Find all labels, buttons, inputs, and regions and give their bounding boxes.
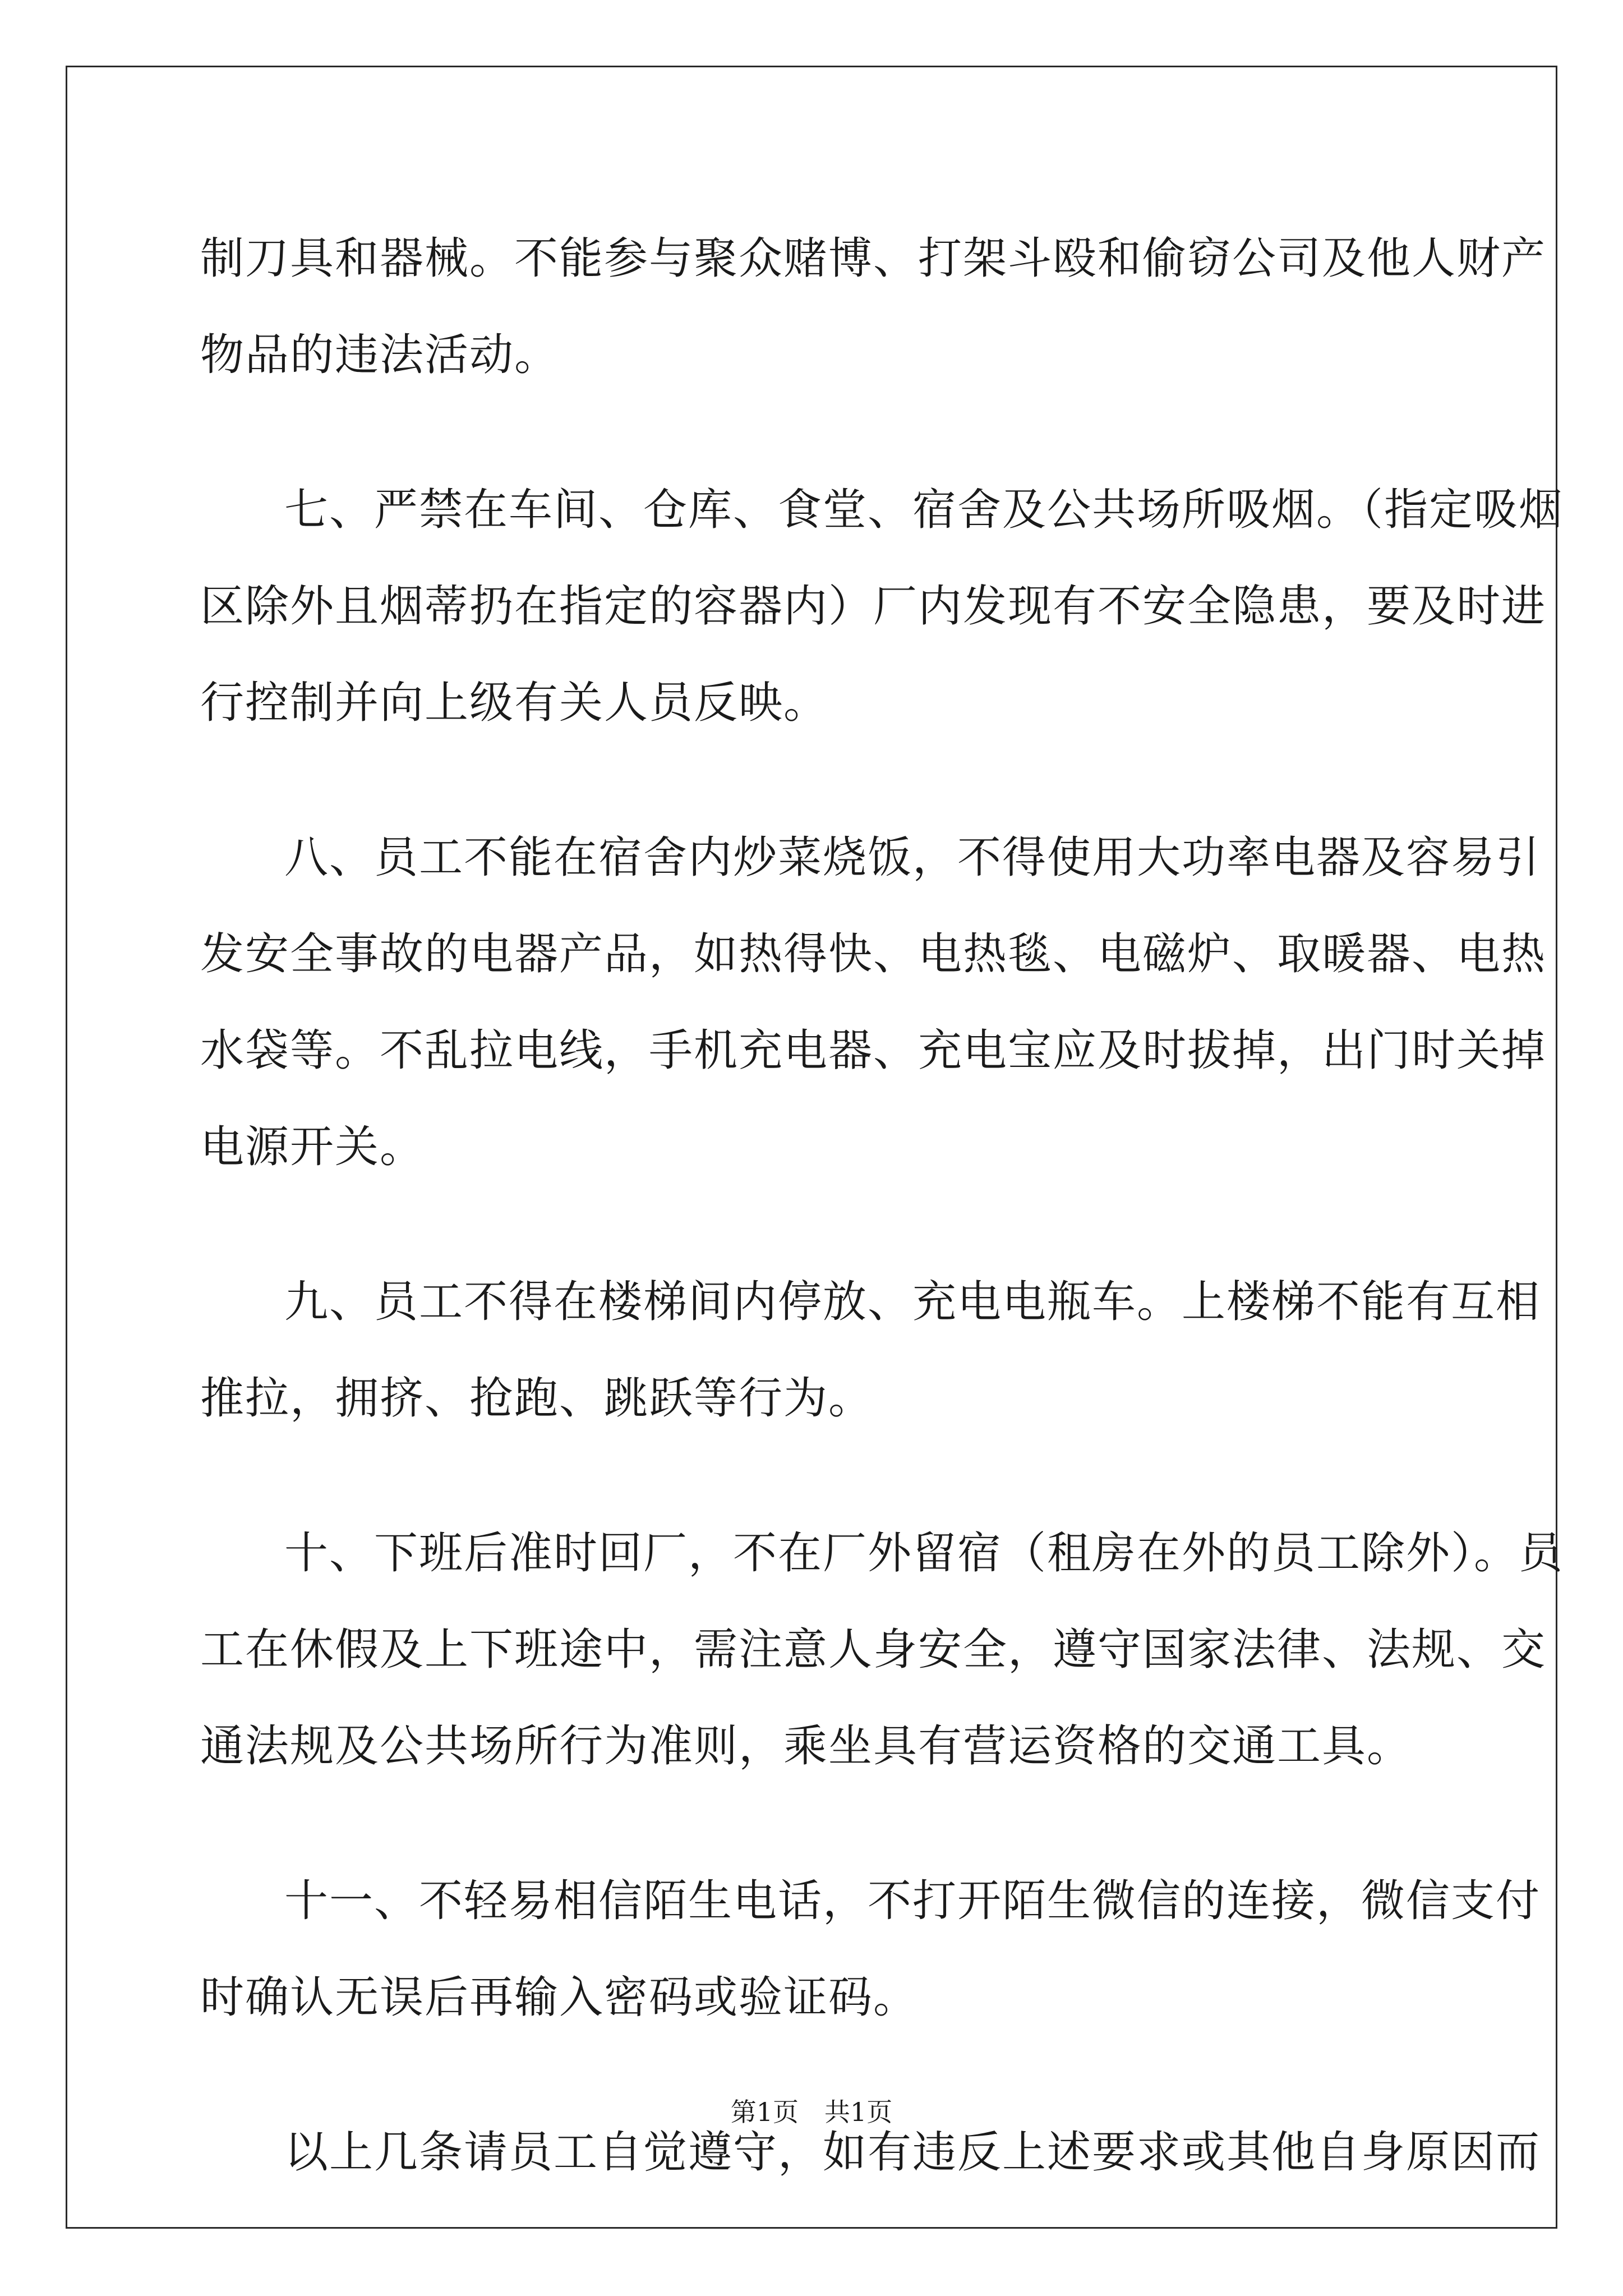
- text-line: 通法规及公共场所行为准则，乘坐具有营运资格的交通工具。: [200, 1721, 1412, 1772]
- document-body: [200, 210, 1564, 2201]
- text-line: 物品的违法活动。: [200, 330, 560, 380]
- text-line: 推拉，拥挤、抢跑、跳跃等行为。: [200, 1373, 874, 1424]
- text-line: 七、严禁在车间、仓库、食堂、宿舍及公共场所吸烟。（指定吸烟: [284, 485, 1564, 535]
- text-line: 制刀具和器械。不能参与聚众赌博、打架斗殴和偷窃公司及他人财产: [200, 233, 1547, 284]
- text-line: 十、下班后准时回厂，不在厂外留宿（租房在外的员工除外）。员: [284, 1528, 1564, 1579]
- text-line: 时确认无误后再输入密码或验证码。: [200, 1972, 919, 2023]
- text-line: 十一、不轻易相信陌生电话，不打开陌生微信的连接，微信支付: [284, 1876, 1541, 1926]
- text-line: 电源开关。: [200, 1122, 425, 1172]
- text-line: 九、员工不得在楼梯间内停放、充电电瓶车。上楼梯不能有互相: [284, 1277, 1541, 1327]
- text-line: 以上几条请员工自觉遵守，如有违反上述要求或其他自身原因而: [284, 2127, 1541, 2178]
- page-number: 第1页 共1页: [730, 2097, 893, 2127]
- page-footer: [0, 2095, 1623, 2129]
- text-line: 水袋等。不乱拉电线，手机充电器、充电宝应及时拔掉，出门时关掉: [200, 1025, 1547, 1076]
- text-line: 区除外且烟蒂扔在指定的容器内）厂内发现有不安全隐患，要及时进: [200, 581, 1547, 632]
- text-line: 八、员工不能在宿舍内炒菜烧饭，不得使用大功率电器及容易引: [284, 832, 1541, 883]
- text-line: 发安全事故的电器产品，如热得快、电热毯、电磁炉、取暖器、电热: [200, 929, 1547, 979]
- text-line: 行控制并向上级有关人员反映。: [200, 678, 829, 728]
- text-line: 工在休假及上下班途中，需注意人身安全，遵守国家法律、法规、交: [200, 1625, 1547, 1675]
